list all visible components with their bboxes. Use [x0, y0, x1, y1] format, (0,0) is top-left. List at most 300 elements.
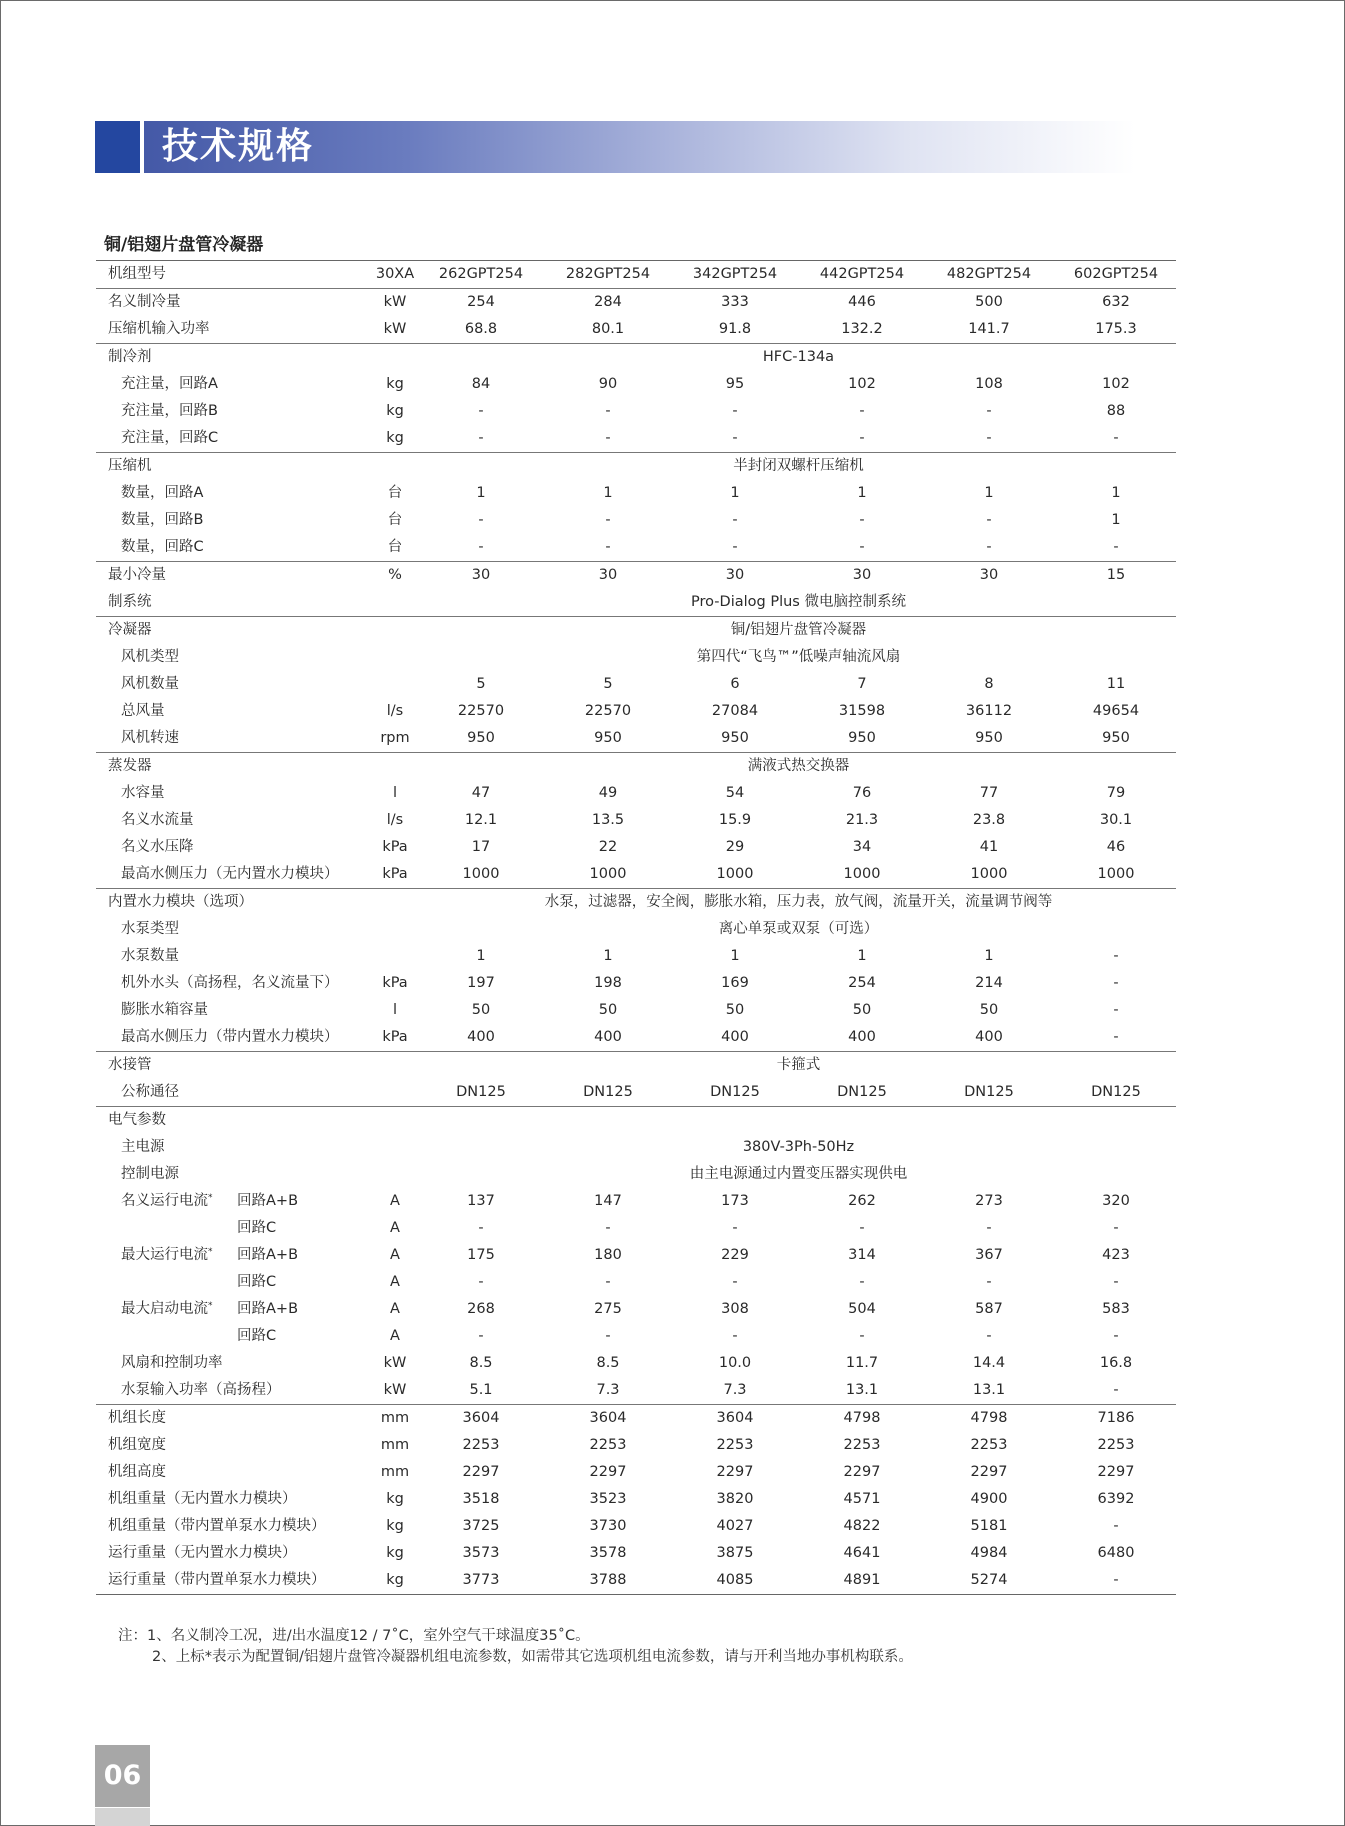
circuit-label: 回路A+B: [237, 1193, 299, 1209]
row-label: 机组长度: [108, 1410, 166, 1426]
unit-cell: kg: [386, 376, 404, 392]
table-row: [96, 480, 1176, 507]
circuit-label: 回路C: [237, 1274, 277, 1290]
value-cell: 1: [984, 485, 994, 501]
value-cell: -: [1113, 1382, 1119, 1398]
value-cell: 1: [603, 485, 613, 501]
value-cell: 3518: [462, 1491, 500, 1507]
value-cell: -: [986, 1328, 992, 1344]
row-label: 最小冷量: [108, 567, 166, 583]
value-cell: 36112: [965, 703, 1013, 719]
value-cell: 30: [852, 567, 872, 583]
value-cell: 3604: [716, 1410, 754, 1426]
table-row: [96, 888, 1176, 916]
value-cell: 14.4: [972, 1355, 1006, 1371]
value-cell: -: [605, 403, 611, 419]
table-row: [96, 834, 1176, 861]
value-cell: 54: [725, 785, 745, 801]
table-row: [96, 1323, 1176, 1350]
table-row: [96, 1024, 1176, 1051]
value-cell: -: [859, 403, 865, 419]
table-row: [96, 780, 1176, 807]
value-cell: 12.1: [464, 812, 498, 828]
value-cell: -: [1113, 1274, 1119, 1290]
unit-cell: mm: [380, 1437, 410, 1453]
table-row: [96, 398, 1176, 425]
value-cell: 1: [857, 485, 867, 501]
table-row: [96, 507, 1176, 534]
table-row: [96, 1242, 1176, 1269]
value-cell: DN125: [964, 1084, 1014, 1100]
value-cell: 275: [594, 1301, 622, 1317]
value-cell: -: [986, 403, 992, 419]
value-cell: 47: [471, 785, 491, 801]
value-cell: 3730: [589, 1518, 627, 1534]
value-cell: 1: [476, 485, 486, 501]
value-cell: 50: [725, 1002, 745, 1018]
value-cell: 4571: [843, 1491, 881, 1507]
value-cell: 1: [1111, 512, 1121, 528]
value-cell: 2253: [843, 1437, 881, 1453]
footnote-1: 注：1、名义制冷工况，进/出水温度12 / 7˚C，室外空气干球温度35˚C。: [118, 1628, 590, 1644]
row-label: 名义制冷量: [108, 294, 181, 310]
unit-cell: A: [390, 1220, 400, 1236]
table-row: [96, 1459, 1176, 1486]
row-label: 充注量，回路C: [121, 430, 219, 446]
page-title: 技术规格: [162, 126, 315, 167]
value-cell: -: [859, 1274, 865, 1290]
row-label: 最大运行电流*: [121, 1247, 213, 1263]
unit-cell: 30XA: [375, 266, 415, 282]
unit-cell: 台: [387, 539, 403, 555]
value-cell: 6392: [1097, 1491, 1135, 1507]
row-label: 数量，回路B: [121, 512, 204, 528]
value-cell: 482GPT254: [946, 266, 1032, 282]
table-row: [96, 1296, 1176, 1323]
value-cell: -: [732, 1328, 738, 1344]
value-cell: 79: [1106, 785, 1126, 801]
value-cell: 41: [979, 839, 999, 855]
value-cell: 423: [1102, 1247, 1130, 1263]
value-cell: -: [1113, 1518, 1119, 1534]
unit-cell: kPa: [382, 1029, 408, 1045]
value-cell: 262: [848, 1193, 876, 1209]
value-cell: 214: [975, 975, 1003, 991]
value-cell: -: [1113, 1002, 1119, 1018]
value-cell: -: [859, 1220, 865, 1236]
footnote-2: 2、上标*表示为配置铜/铝翅片盘管冷凝器机组电流参数，如需带其它选项机组电流参数，请与开利当地办事机构联系。: [152, 1649, 913, 1665]
unit-cell: l/s: [386, 703, 404, 719]
span-value-cell: HFC-134a: [762, 349, 835, 365]
unit-cell: A: [390, 1301, 400, 1317]
value-cell: 30: [598, 567, 618, 583]
value-cell: 3573: [462, 1545, 500, 1561]
table-row: [96, 561, 1176, 589]
table-row: [96, 1567, 1176, 1594]
circuit-label: 回路C: [237, 1328, 277, 1344]
row-label: 制冷剂: [108, 349, 152, 365]
value-cell: 5.1: [469, 1382, 493, 1398]
table-row: [96, 1106, 1176, 1134]
value-cell: 3725: [462, 1518, 500, 1534]
unit-cell: kW: [383, 1355, 407, 1371]
value-cell: 8.5: [596, 1355, 620, 1371]
value-cell: 3523: [589, 1491, 627, 1507]
value-cell: DN125: [1091, 1084, 1141, 1100]
value-cell: 950: [467, 730, 495, 746]
row-label: 名义水压降: [121, 839, 194, 855]
value-cell: DN125: [837, 1084, 887, 1100]
table-row: [96, 807, 1176, 834]
value-cell: 1: [603, 948, 613, 964]
value-cell: 17: [471, 839, 491, 855]
value-cell: 4641: [843, 1545, 881, 1561]
value-cell: 400: [848, 1029, 876, 1045]
value-cell: 268: [467, 1301, 495, 1317]
table-row: [96, 1215, 1176, 1242]
unit-cell: kPa: [382, 839, 408, 855]
value-cell: 583: [1102, 1301, 1130, 1317]
unit-cell: kPa: [382, 975, 408, 991]
table-row: [96, 1188, 1176, 1215]
value-cell: -: [986, 430, 992, 446]
unit-cell: kg: [386, 1518, 404, 1534]
footnotes: [118, 1626, 913, 1668]
value-cell: 4822: [843, 1518, 881, 1534]
value-cell: -: [986, 539, 992, 555]
table-row: [96, 1079, 1176, 1106]
value-cell: 229: [721, 1247, 749, 1263]
value-cell: 30: [471, 567, 491, 583]
unit-cell: kg: [386, 403, 404, 419]
value-cell: 1: [1111, 485, 1121, 501]
circuit-label: 回路C: [237, 1220, 277, 1236]
value-cell: DN125: [710, 1084, 760, 1100]
unit-cell: A: [390, 1274, 400, 1290]
value-cell: -: [732, 430, 738, 446]
footnote-marker: *: [208, 1301, 213, 1311]
value-cell: 13.1: [972, 1382, 1006, 1398]
value-cell: -: [1113, 1029, 1119, 1045]
row-label: 水泵数量: [121, 948, 179, 964]
value-cell: 1: [857, 948, 867, 964]
table-title: 铜/铝翅片盘管冷凝器: [104, 235, 264, 255]
unit-cell: l: [392, 1002, 398, 1018]
span-value-cell: 铜/铝翅片盘管冷凝器: [730, 622, 867, 638]
value-cell: 30.1: [1099, 812, 1133, 828]
row-label: 机组重量（无内置水力模块）: [108, 1491, 297, 1507]
value-cell: 400: [467, 1029, 495, 1045]
value-cell: 141.7: [968, 321, 1010, 337]
table-row: [96, 1486, 1176, 1513]
value-cell: -: [859, 430, 865, 446]
unit-cell: A: [390, 1328, 400, 1344]
value-cell: -: [605, 1274, 611, 1290]
value-cell: -: [859, 1328, 865, 1344]
row-label: 充注量，回路B: [121, 403, 218, 419]
value-cell: 262GPT254: [438, 266, 524, 282]
value-cell: DN125: [456, 1084, 506, 1100]
value-cell: -: [478, 1328, 484, 1344]
table-row: [96, 644, 1176, 671]
value-cell: -: [1113, 539, 1119, 555]
value-cell: 254: [848, 975, 876, 991]
row-label: 压缩机: [108, 458, 152, 474]
table-row: [96, 534, 1176, 561]
value-cell: 4798: [843, 1410, 881, 1426]
value-cell: 342GPT254: [692, 266, 778, 282]
value-cell: 13.1: [845, 1382, 879, 1398]
value-cell: 4891: [843, 1572, 881, 1588]
value-cell: 1: [984, 948, 994, 964]
value-cell: -: [478, 430, 484, 446]
value-cell: -: [986, 1220, 992, 1236]
value-cell: 180: [594, 1247, 622, 1263]
value-cell: 7.3: [723, 1382, 747, 1398]
value-cell: 22570: [457, 703, 505, 719]
value-cell: -: [605, 1328, 611, 1344]
row-label: 压缩机输入功率: [108, 321, 210, 337]
value-cell: -: [732, 403, 738, 419]
value-cell: 4984: [970, 1545, 1008, 1561]
value-cell: 950: [594, 730, 622, 746]
value-cell: 1000: [716, 866, 754, 882]
value-cell: -: [732, 539, 738, 555]
value-cell: 3875: [716, 1545, 754, 1561]
value-cell: 102: [1102, 376, 1130, 392]
table-row: [96, 698, 1176, 725]
value-cell: 632: [1102, 294, 1130, 310]
value-cell: 442GPT254: [819, 266, 905, 282]
value-cell: 5: [476, 676, 486, 692]
value-cell: 4085: [716, 1572, 754, 1588]
value-cell: 175: [467, 1247, 495, 1263]
value-cell: 80.1: [591, 321, 625, 337]
value-cell: -: [986, 1274, 992, 1290]
row-label: 冷凝器: [108, 622, 152, 638]
value-cell: 2253: [589, 1437, 627, 1453]
table-row: [96, 288, 1176, 316]
table-row: [96, 1269, 1176, 1296]
row-label: 电气参数: [108, 1112, 166, 1128]
table-row: [96, 1051, 1176, 1079]
value-cell: 950: [975, 730, 1003, 746]
value-cell: 2253: [716, 1437, 754, 1453]
value-cell: 3788: [589, 1572, 627, 1588]
value-cell: 446: [848, 294, 876, 310]
value-cell: 4798: [970, 1410, 1008, 1426]
span-value-cell: 满液式热交换器: [747, 758, 850, 774]
value-cell: 504: [848, 1301, 876, 1317]
value-cell: 5274: [970, 1572, 1008, 1588]
value-cell: 1000: [589, 866, 627, 882]
row-label: 风机转速: [121, 730, 179, 746]
value-cell: 30: [979, 567, 999, 583]
row-label: 数量，回路A: [121, 485, 204, 501]
value-cell: 1000: [1097, 866, 1135, 882]
unit-cell: %: [388, 567, 402, 583]
value-cell: 21.3: [845, 812, 879, 828]
table-row: [96, 1404, 1176, 1432]
table-row: [96, 1540, 1176, 1567]
value-cell: 2297: [589, 1464, 627, 1480]
table-row: [96, 970, 1176, 997]
value-cell: 2253: [970, 1437, 1008, 1453]
value-cell: 950: [1102, 730, 1130, 746]
row-label: 机组高度: [108, 1464, 166, 1480]
value-cell: 367: [975, 1247, 1003, 1263]
value-cell: 254: [467, 294, 495, 310]
table-row: [96, 1513, 1176, 1540]
value-cell: -: [732, 1220, 738, 1236]
unit-cell: mm: [380, 1464, 410, 1480]
value-cell: 49: [598, 785, 618, 801]
circuit-label: 回路A+B: [237, 1301, 299, 1317]
value-cell: 13.5: [591, 812, 625, 828]
value-cell: 2253: [462, 1437, 500, 1453]
unit-cell: 台: [387, 485, 403, 501]
value-cell: 11.7: [845, 1355, 879, 1371]
span-value-cell: 半封闭双螺杆压缩机: [733, 458, 864, 474]
value-cell: 15: [1106, 567, 1126, 583]
value-cell: 2297: [970, 1464, 1008, 1480]
value-cell: 1: [476, 948, 486, 964]
value-cell: 3604: [462, 1410, 500, 1426]
value-cell: 198: [594, 975, 622, 991]
value-cell: 27084: [711, 703, 759, 719]
unit-cell: A: [390, 1193, 400, 1209]
value-cell: 950: [721, 730, 749, 746]
value-cell: 7: [857, 676, 867, 692]
row-label: 水泵类型: [121, 921, 179, 937]
value-cell: -: [859, 512, 865, 528]
value-cell: 7186: [1097, 1410, 1135, 1426]
row-label: 风机数量: [121, 676, 179, 692]
span-value-cell: 离心单泵或双泵（可选）: [718, 921, 879, 937]
value-cell: 22: [598, 839, 618, 855]
unit-cell: kg: [386, 1491, 404, 1507]
value-cell: 15.9: [718, 812, 752, 828]
span-value-cell: Pro-Dialog Plus 微电脑控制系统: [691, 594, 906, 610]
row-label: 机组重量（带内置单泵水力模块）: [108, 1518, 326, 1534]
table-row: [96, 316, 1176, 343]
value-cell: 68.8: [464, 321, 498, 337]
value-cell: 197: [467, 975, 495, 991]
value-cell: 132.2: [841, 321, 883, 337]
value-cell: 4900: [970, 1491, 1008, 1507]
value-cell: 282GPT254: [565, 266, 651, 282]
value-cell: 29: [725, 839, 745, 855]
unit-cell: A: [390, 1247, 400, 1263]
value-cell: 77: [979, 785, 999, 801]
value-cell: 2297: [462, 1464, 500, 1480]
table-row: [96, 1350, 1176, 1377]
value-cell: 320: [1102, 1193, 1130, 1209]
row-label: 膨胀水箱容量: [121, 1002, 208, 1018]
value-cell: 2297: [843, 1464, 881, 1480]
value-cell: 400: [975, 1029, 1003, 1045]
value-cell: -: [859, 539, 865, 555]
value-cell: -: [605, 1220, 611, 1236]
value-cell: 30: [725, 567, 745, 583]
value-cell: 50: [979, 1002, 999, 1018]
value-cell: 50: [598, 1002, 618, 1018]
value-cell: 5181: [970, 1518, 1008, 1534]
row-label: 公称通径: [121, 1084, 179, 1100]
row-label: 内置水力模块（选项）: [108, 894, 253, 910]
value-cell: 88: [1106, 403, 1126, 419]
unit-cell: kPa: [382, 866, 408, 882]
value-cell: 333: [721, 294, 749, 310]
row-label: 最高水侧压力（带内置水力模块）: [121, 1029, 339, 1045]
span-value-cell: 第四代“飞鸟™”低噪声轴流风扇: [696, 649, 901, 665]
value-cell: DN125: [583, 1084, 633, 1100]
table-row: [96, 997, 1176, 1024]
value-cell: 175.3: [1095, 321, 1137, 337]
table-row: [96, 343, 1176, 371]
value-cell: 1: [730, 485, 740, 501]
row-label: 水泵输入功率（高扬程）: [121, 1382, 281, 1398]
value-cell: -: [1113, 975, 1119, 991]
value-cell: 8: [984, 676, 994, 692]
value-cell: -: [478, 1220, 484, 1236]
value-cell: 2253: [1097, 1437, 1135, 1453]
value-cell: 23.8: [972, 812, 1006, 828]
value-cell: 34: [852, 839, 872, 855]
value-cell: 500: [975, 294, 1003, 310]
value-cell: 1000: [843, 866, 881, 882]
table-row: [96, 725, 1176, 752]
value-cell: 31598: [838, 703, 886, 719]
value-cell: 173: [721, 1193, 749, 1209]
footnote-marker: *: [208, 1193, 213, 1203]
value-cell: 108: [975, 376, 1003, 392]
value-cell: 147: [594, 1193, 622, 1209]
row-label: 机组型号: [108, 266, 166, 282]
span-value-cell: 卡箍式: [776, 1057, 821, 1073]
value-cell: 8.5: [469, 1355, 493, 1371]
value-cell: -: [478, 403, 484, 419]
footnote-marker: *: [208, 1247, 213, 1257]
unit-cell: kW: [383, 294, 407, 310]
value-cell: -: [605, 512, 611, 528]
value-cell: 950: [848, 730, 876, 746]
value-cell: 137: [467, 1193, 495, 1209]
row-label: 风机类型: [121, 649, 179, 665]
circuit-label: 回路A+B: [237, 1247, 299, 1263]
value-cell: 308: [721, 1301, 749, 1317]
header-divider: [140, 121, 144, 173]
value-cell: 3820: [716, 1491, 754, 1507]
value-cell: 76: [852, 785, 872, 801]
value-cell: 3773: [462, 1572, 500, 1588]
value-cell: 284: [594, 294, 622, 310]
table-row: [96, 943, 1176, 970]
value-cell: -: [1113, 948, 1119, 964]
value-cell: 11: [1106, 676, 1126, 692]
row-label: 水接管: [108, 1057, 152, 1073]
table-row: [96, 861, 1176, 888]
row-label: 运行重量（无内置水力模块）: [108, 1545, 297, 1561]
unit-cell: kW: [383, 1382, 407, 1398]
value-cell: 2297: [1097, 1464, 1135, 1480]
value-cell: 169: [721, 975, 749, 991]
value-cell: 22570: [584, 703, 632, 719]
value-cell: -: [732, 1274, 738, 1290]
value-cell: 400: [594, 1029, 622, 1045]
value-cell: 50: [471, 1002, 491, 1018]
value-cell: 50: [852, 1002, 872, 1018]
